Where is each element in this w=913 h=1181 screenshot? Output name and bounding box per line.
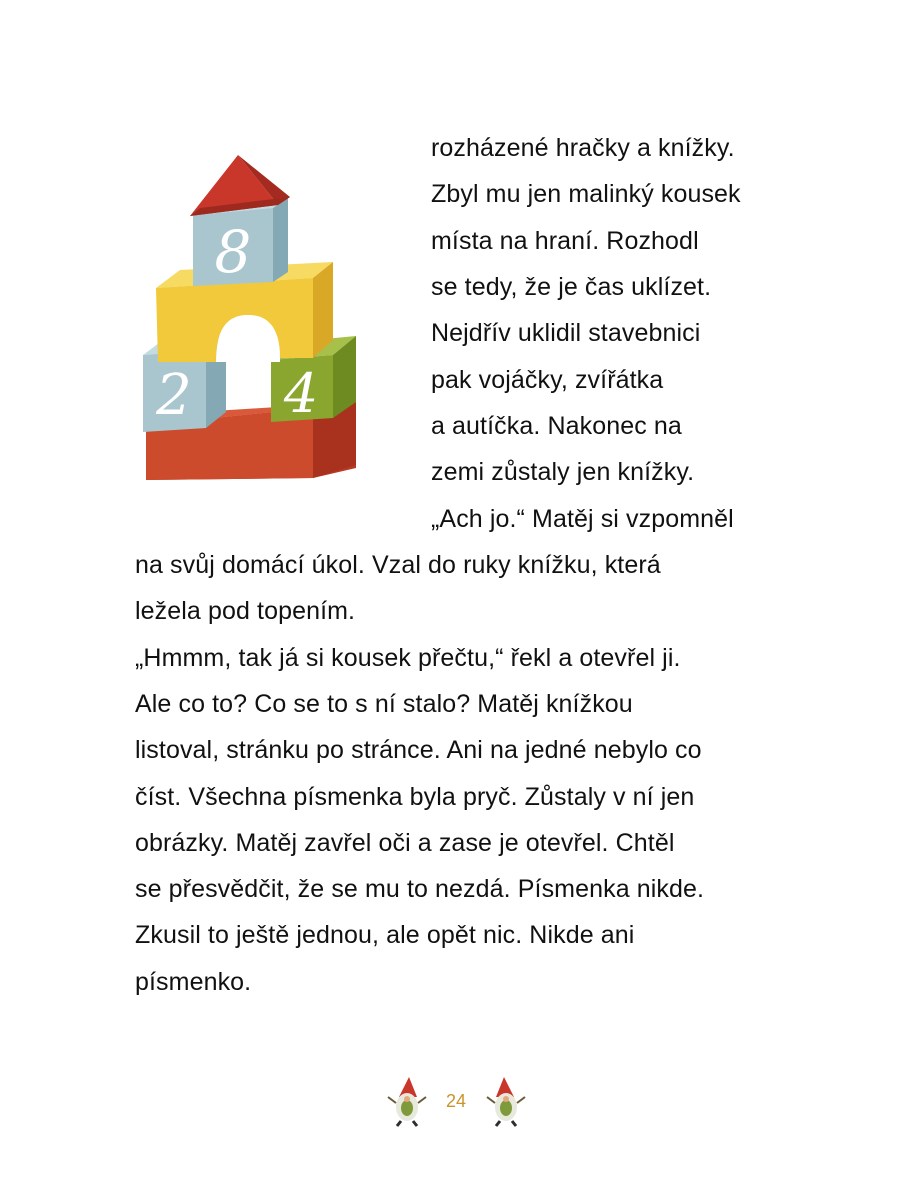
text-line-4: se tedy, že je čas uklízet. bbox=[431, 273, 712, 301]
text-line-3: místa na hraní. Rozhodl bbox=[431, 227, 699, 255]
text-line-8: zemi zůstaly jen knížky. bbox=[431, 458, 695, 486]
gnome-icon bbox=[484, 1075, 528, 1127]
text-line-9: „Ach jo.“ Matěj si vzpomněl bbox=[431, 505, 734, 533]
page-number: 24 bbox=[445, 1091, 467, 1111]
text-line-10: na svůj domácí úkol. Vzal do ruky knížku, která bbox=[135, 551, 661, 579]
text-line-15: číst. Všechna písmenka byla pryč. Zůstaly v ní jen bbox=[135, 783, 695, 811]
text-line-13: Ale co to? Co se to s ní stalo? Matěj knížkou bbox=[135, 690, 633, 718]
toy-blocks-illustration bbox=[138, 150, 363, 490]
text-line-2: Zbyl mu jen malinký kousek bbox=[431, 180, 741, 208]
text-line-1: rozházené hračky a knížky. bbox=[431, 134, 735, 162]
text-line-5: Nejdřív uklidil stavebnici bbox=[431, 319, 701, 347]
gnome-icon bbox=[385, 1075, 429, 1127]
page-footer bbox=[0, 1075, 913, 1135]
block-number-8: 8 bbox=[214, 218, 252, 286]
text-line-19: písmenko. bbox=[135, 968, 252, 996]
text-line-7: a autíčka. Nakonec na bbox=[431, 412, 682, 440]
text-line-12: „Hmmm, tak já si kousek přečtu,“ řekl a otevřel ji. bbox=[135, 644, 681, 672]
text-line-11: ležela pod topením. bbox=[135, 597, 356, 625]
text-line-16: obrázky. Matěj zavřel oči a zase je otevřel. Chtěl bbox=[135, 829, 675, 857]
text-line-14: listoval, stránku po stránce. Ani na jedné nebylo co bbox=[135, 736, 702, 764]
block-number-4: 4 bbox=[283, 362, 319, 425]
block-number-2: 2 bbox=[156, 363, 192, 428]
text-line-17: se přesvědčit, že se mu to nezdá. Písmenka nikde. bbox=[135, 875, 705, 903]
text-line-6: pak vojáčky, zvířátka bbox=[431, 366, 664, 394]
text-line-18: Zkusil to ještě jednou, ale opět nic. Nikde ani bbox=[135, 921, 635, 949]
